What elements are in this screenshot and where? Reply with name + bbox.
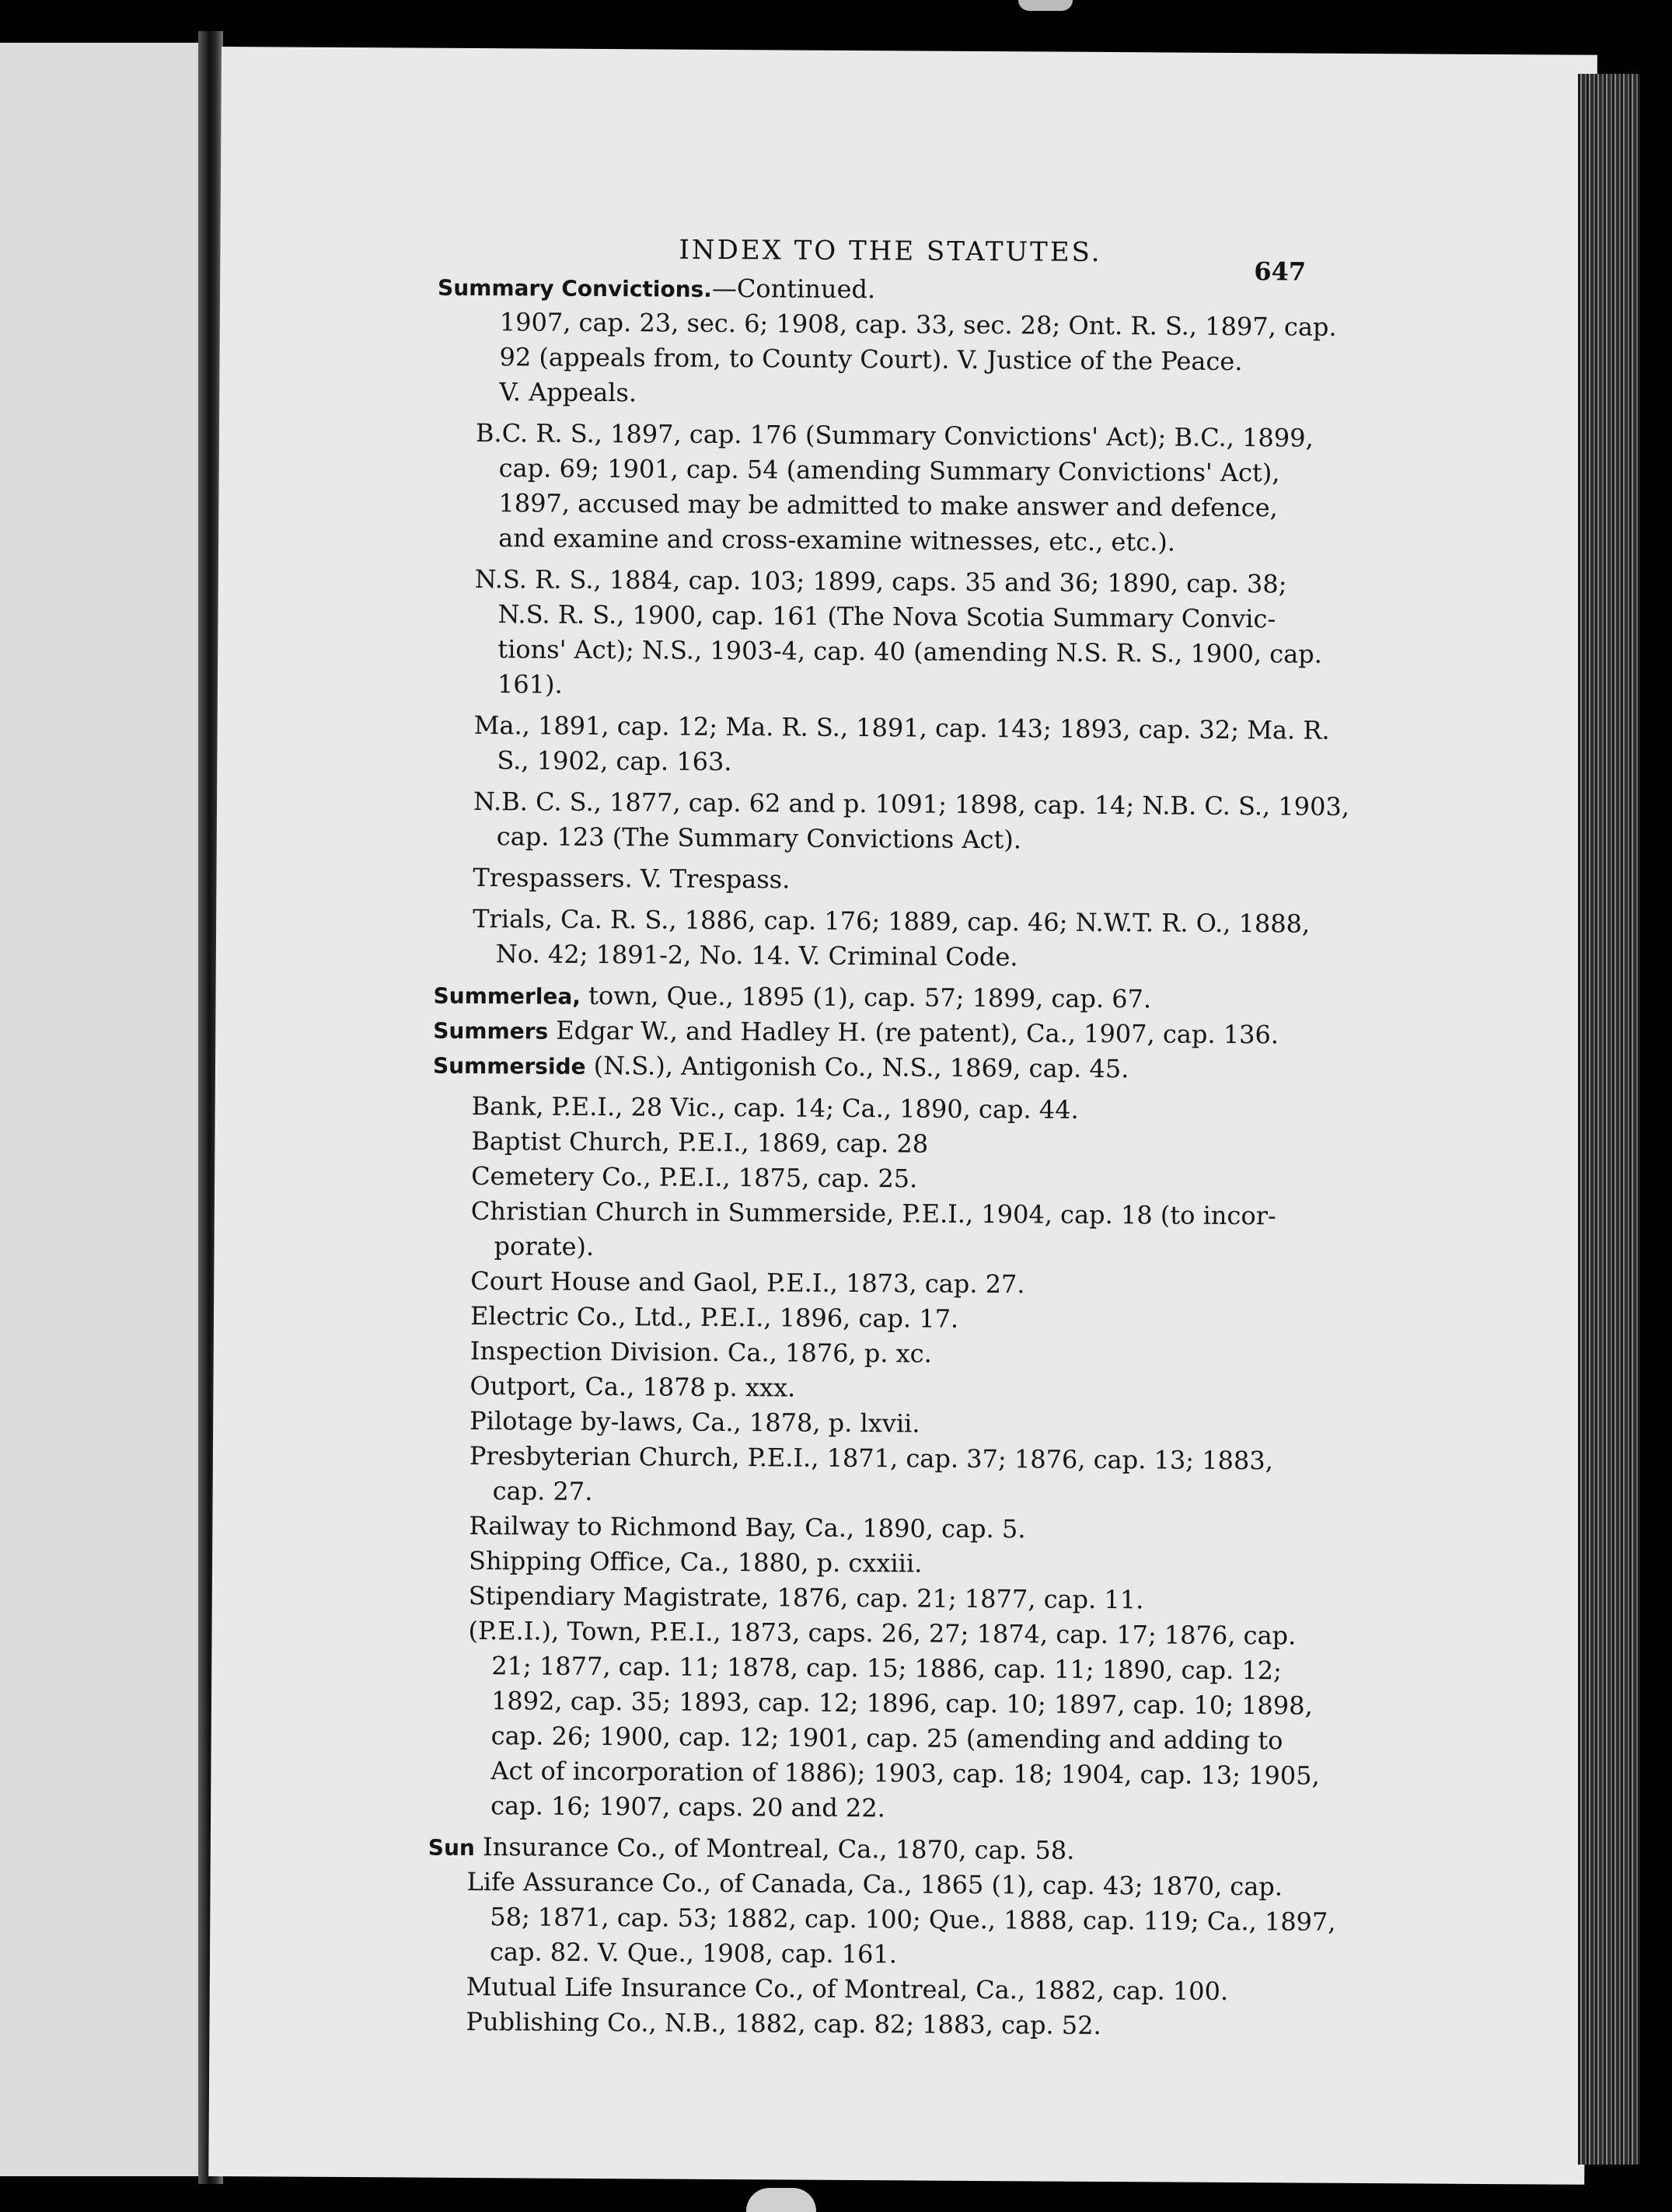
entry-text: V. Appeals. [499, 377, 637, 408]
entry-text: Inspection Division. Ca., 1876, p. xc. [469, 1335, 932, 1369]
left-page-edge [0, 43, 210, 2176]
entry-keyword: Summerlea, [433, 982, 581, 1010]
entry-text: 58; 1871, cap. 53; 1882, cap. 100; Que., 1888, cap. 119; Ca., 1897, [490, 1902, 1336, 1937]
entry-text: Ma., 1891, cap. 12; Ma. R. S., 1891, cap. 143; 1893, cap. 32; Ma. R. [473, 710, 1330, 745]
entry-text: No. 42; 1891-2, No. 14. V. Criminal Code. [495, 939, 1018, 972]
page-number: 647 [1254, 256, 1307, 287]
entry-text: N.B. C. S., 1877, cap. 62 and p. 1091; 1898, cap. 14; N.B. C. S., 1903, [473, 786, 1350, 822]
entry-text: N.S. R. S., 1884, cap. 103; 1899, caps. 35 and 36; 1890, cap. 38; [474, 564, 1287, 599]
entry-text: 1907, cap. 23, sec. 6; 1908, cap. 33, sec. 28; Ont. R. S., 1897, cap. [499, 307, 1337, 342]
entry-text: Railway to Richmond Bay, Ca., 1890, cap. 5. [469, 1510, 1026, 1544]
entry-text: 92 (appeals from, to County Court). V. Justice of the Peace. [499, 342, 1243, 377]
entry-keyword: Sun [428, 1834, 475, 1861]
entry-text: cap. 27. [492, 1476, 593, 1506]
index-page [208, 47, 1597, 2185]
entry-text: Trials, Ca. R. S., 1886, cap. 176; 1889, cap. 46; N.W.T. R. O., 1888, [473, 903, 1311, 939]
entry-text: cap. 69; 1901, cap. 54 (amending Summary Convictions' Act), [498, 453, 1280, 488]
entry-text: Court House and Gaol, P.E.I., 1873, cap. 27. [470, 1265, 1025, 1300]
entry-keyword: Summary Convictions. [438, 274, 712, 302]
entry-text: Christian Church in Summerside, P.E.I., 1904, cap. 18 (to incor- [470, 1195, 1276, 1231]
entry-text: 1892, cap. 35; 1893, cap. 12; 1896, cap. 10; 1897, cap. 10; 1898, [490, 1686, 1313, 1721]
entry-keyword: Summers [433, 1017, 549, 1045]
entry-text: porate). [494, 1231, 595, 1261]
entry-text: Electric Co., Ltd., P.E.I., 1896, cap. 17. [469, 1300, 959, 1334]
entry-text: Publishing Co., N.B., 1882, cap. 82; 1883, cap. 52. [466, 2006, 1101, 2040]
scan-artifact [1018, 0, 1073, 11]
entry-text: town, Que., 1895 (1), cap. 57; 1899, cap. 67. [580, 980, 1152, 1014]
entry-text: Baptist Church, P.E.I., 1869, cap. 28 [471, 1125, 929, 1159]
entry-text: (N.S.), Antigonish Co., N.S., 1869, cap. 45. [585, 1050, 1129, 1084]
entry-text: cap. 16; 1907, caps. 20 and 22. [490, 1791, 885, 1823]
scan-artifact [746, 2188, 816, 2212]
entry-text: Shipping Office, Ca., 1880, p. cxxiii. [468, 1545, 923, 1579]
page-stack-edges [1578, 74, 1640, 2165]
entry-text: Outport, Ca., 1878 p. xxx. [469, 1370, 796, 1403]
entry-text: Mutual Life Insurance Co., of Montreal, Ca., 1882, cap. 100. [466, 1971, 1229, 2006]
entry-text: B.C. R. S., 1897, cap. 176 (Summary Convictions' Act); B.C., 1899, [475, 418, 1314, 453]
entry-text: cap. 82. V. Que., 1908, cap. 161. [489, 1937, 898, 1970]
entry-keyword: Summerside [432, 1052, 586, 1080]
entry-text: Edgar W., and Hadley H. (re patent), Ca., 1907, cap. 136. [548, 1015, 1279, 1050]
entry-text: —Continued. [711, 273, 876, 305]
entry-text: cap. 26; 1900, cap. 12; 1901, cap. 25 (amending and adding to [490, 1721, 1283, 1756]
index-entry-line [209, 2003, 1538, 2046]
entry-text: and examine and cross-examine witnesses, etc., etc.). [498, 523, 1176, 557]
entry-text: (P.E.I.), Town, P.E.I., 1873, caps. 26, 27; 1874, cap. 17; 1876, cap. [468, 1615, 1297, 1651]
entry-text: 21; 1877, cap. 11; 1878, cap. 15; 1886, cap. 11; 1890, cap. 12; [491, 1651, 1283, 1686]
entry-text: N.S. R. S., 1900, cap. 161 (The Nova Scotia Summary Convic- [497, 599, 1276, 634]
entry-text: Stipendiary Magistrate, 1876, cap. 21; 1877, cap. 11. [468, 1580, 1144, 1615]
entry-text: cap. 123 (The Summary Convictions Act). [496, 822, 1022, 855]
entry-text: Trespassers. V. Trespass. [473, 862, 791, 895]
entry-text: Pilotage by-laws, Ca., 1878, p. lxvii. [469, 1405, 920, 1439]
entry-text: Life Assurance Co., of Canada, Ca., 1865 (1), cap. 43; 1870, cap. [466, 1866, 1283, 1902]
entry-text: Insurance Co., of Montreal, Ca., 1870, cap. 58. [474, 1832, 1075, 1865]
entry-text: S., 1902, cap. 163. [497, 745, 732, 777]
entry-text: tions' Act); N.S., 1903-4, cap. 40 (amending N.S. R. S., 1900, cap. [497, 634, 1323, 669]
entry-text: Cemetery Co., P.E.I., 1875, cap. 25. [471, 1160, 918, 1194]
index-body [209, 268, 1549, 2046]
entry-text: Bank, P.E.I., 28 Vic., cap. 14; Ca., 1890, cap. 44. [471, 1090, 1079, 1125]
running-header: INDEX TO THE STATUTES. [679, 234, 1102, 268]
entry-text: Presbyterian Church, P.E.I., 1871, cap. 37; 1876, cap. 13; 1883, [469, 1440, 1273, 1476]
entry-text: Act of incorporation of 1886); 1903, cap. 18; 1904, cap. 13; 1905, [490, 1756, 1320, 1791]
entry-text: 1897, accused may be admitted to make answer and defence, [498, 488, 1278, 523]
entry-text: 161). [497, 669, 563, 700]
